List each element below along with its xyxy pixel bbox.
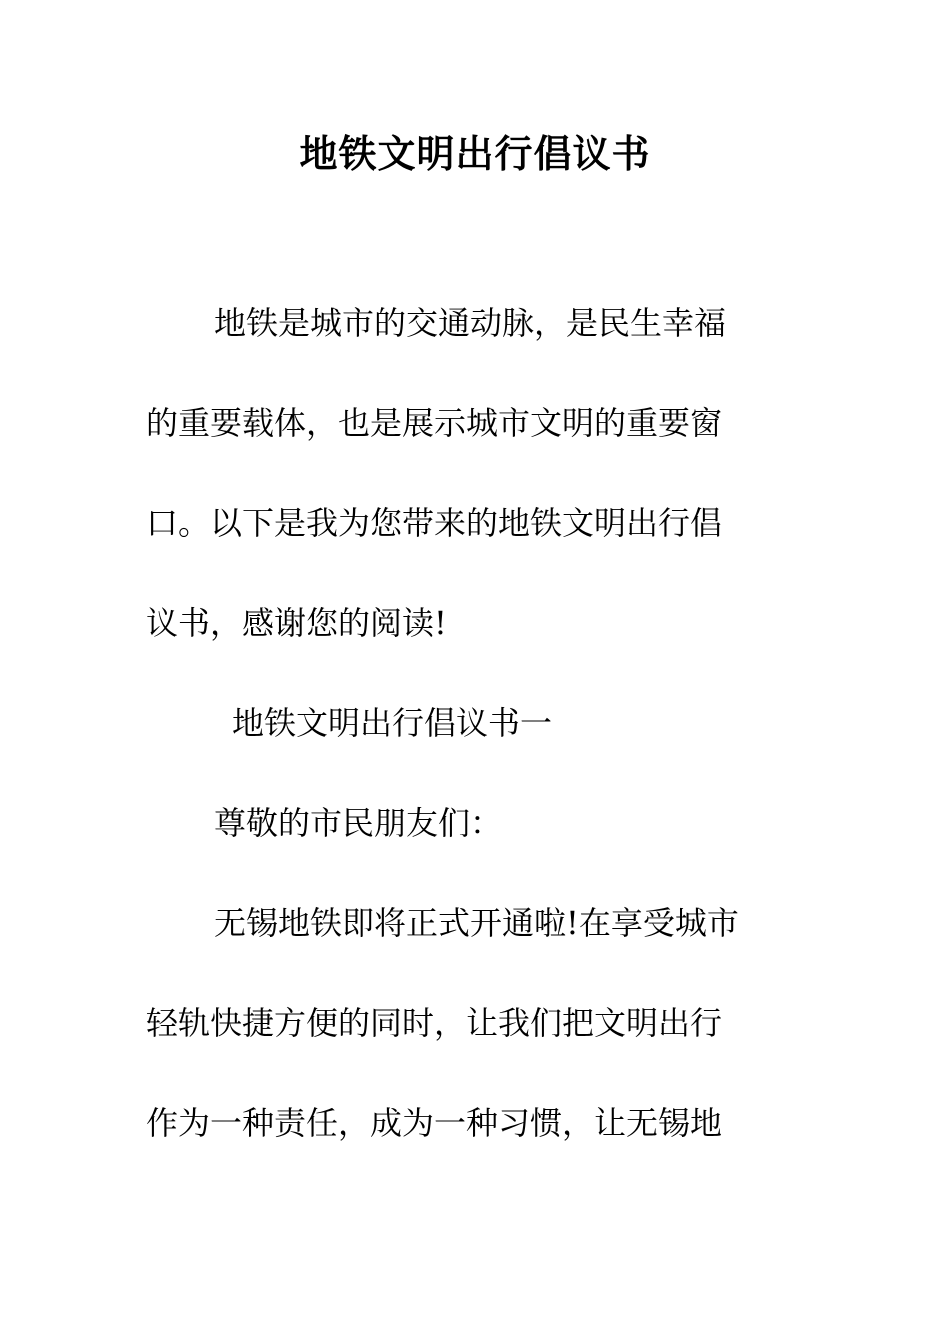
paragraph-line: 口。以下是我为您带来的地铁文明出行倡: [146, 504, 723, 542]
paragraph-line: 的重要载体，也是展示城市文明的重要窗: [146, 404, 723, 442]
paragraph-line: 轻轨快捷方便的同时，让我们把文明出行: [146, 1004, 723, 1042]
paragraph-line: 议书，感谢您的阅读!: [146, 604, 447, 642]
paragraph-line: 无锡地铁即将正式开通啦!在享受城市: [214, 904, 739, 942]
paragraph-line: 作为一种责任，成为一种习惯，让无锡地: [146, 1104, 723, 1142]
document-title: 地铁文明出行倡议书: [299, 131, 651, 176]
salutation: 尊敬的市民朋友们：: [214, 804, 503, 842]
section-heading: 地铁文明出行倡议书一: [232, 704, 553, 742]
paragraph-line: 地铁是城市的交通动脉，是民生幸福: [214, 304, 727, 342]
